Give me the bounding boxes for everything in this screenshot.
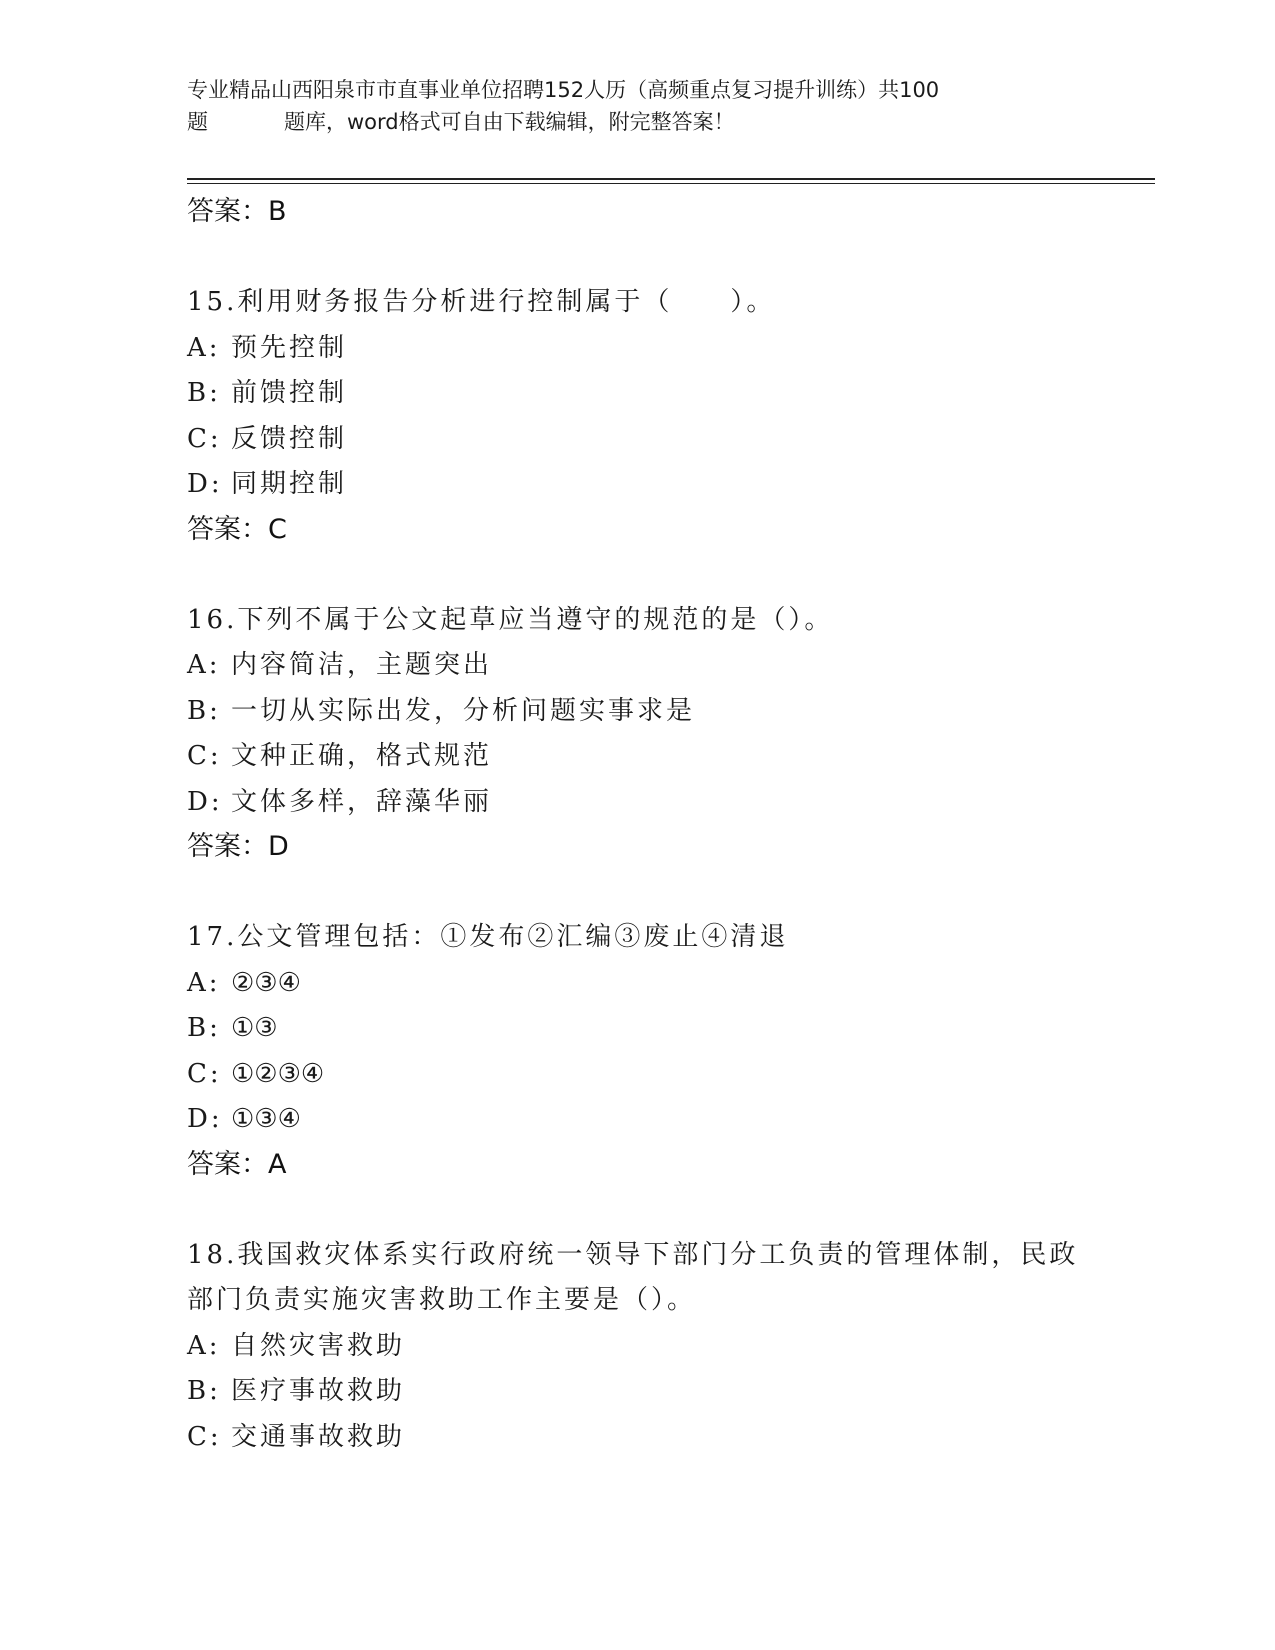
option-b (187, 1369, 1147, 1415)
option-text: 文种正确，格式规范 (231, 741, 493, 771)
option-label: C: (187, 423, 222, 454)
header-line-1: 专业精品山西阳泉市市直事业单位招聘152人历（高频重点复习提升训练）共100 (187, 78, 940, 102)
header-divider-thin (187, 183, 1155, 184)
answer-value: B (268, 196, 287, 227)
question-text: 15.利用财务报告分析进行控制属于（ ）。 (187, 287, 776, 317)
option-c (187, 734, 1147, 780)
answer-line (187, 190, 1147, 234)
answer-line (187, 508, 1147, 552)
option-text: 一切从实际出发，分析问题实事求是 (231, 695, 696, 726)
answer-label: 答案： (187, 831, 268, 862)
option-b (187, 1006, 1147, 1052)
option-label: D: (187, 786, 223, 817)
option-label: A: (187, 650, 221, 680)
option-d (187, 1097, 1147, 1143)
option-d (187, 780, 1147, 826)
header-divider-thick (187, 178, 1155, 180)
header-line-2-b: 题库，word格式可自由下载编辑，附完整答案！ (284, 110, 735, 134)
option-a (187, 643, 1147, 689)
option-label: A: (187, 332, 221, 363)
question-text-line-1: 18.我国救灾体系实行政府统一领导下部门分工负责的管理体制，民政 (187, 1239, 1079, 1270)
page-header (187, 74, 1107, 138)
option-label: B: (187, 1013, 221, 1043)
answer-label: 答案： (187, 513, 268, 545)
question-15 (187, 280, 1147, 552)
question-18 (187, 1233, 1147, 1461)
option-text: ①③④ (231, 1104, 301, 1134)
header-line-2-a: 题 (187, 110, 208, 134)
question-text-line-2: 部门负责实施灾害救助工作主要是（）。 (187, 1285, 697, 1315)
question-text: 17.公文管理包括：①发布②汇编③废止④清退 (187, 922, 789, 952)
option-text: ①②③④ (231, 1058, 325, 1089)
option-c (187, 1052, 1147, 1098)
option-a (187, 326, 1147, 372)
answer-line (187, 1143, 1147, 1187)
option-text: 文体多样，辞藻华丽 (231, 786, 493, 817)
option-text: 前馈控制 (231, 378, 348, 408)
option-label: C: (187, 1421, 222, 1452)
option-label: D: (187, 469, 223, 499)
answer-value: A (268, 1148, 287, 1180)
option-a (187, 1324, 1147, 1370)
header-line-2 (187, 106, 1107, 138)
option-b (187, 371, 1147, 417)
option-label: C: (187, 741, 222, 771)
answer-label: 答案： (187, 1148, 268, 1180)
option-c (187, 1415, 1147, 1461)
question-list (187, 190, 1147, 1460)
answer-value: D (268, 831, 289, 862)
answer-value: C (268, 513, 287, 545)
option-label: C: (187, 1058, 222, 1089)
answer-line (187, 825, 1147, 869)
option-d (187, 462, 1147, 508)
option-text: 内容简洁，主题突出 (231, 650, 493, 680)
question-text: 16.下列不属于公文起草应当遵守的规范的是（）。 (187, 604, 834, 635)
option-b (187, 689, 1147, 735)
option-label: A: (187, 967, 221, 998)
option-label: B: (187, 695, 221, 726)
option-label: B: (187, 378, 221, 408)
option-label: B: (187, 1376, 221, 1406)
question-17 (187, 915, 1147, 1187)
option-text: ①③ (231, 1013, 278, 1043)
option-text: ②③④ (231, 967, 301, 998)
question-16 (187, 598, 1147, 870)
answer-label: 答案： (187, 196, 268, 227)
option-text: 反馈控制 (231, 423, 348, 454)
option-label: D: (187, 1104, 223, 1134)
option-text: 自然灾害救助 (231, 1330, 406, 1361)
option-text: 预先控制 (231, 332, 348, 363)
option-c (187, 417, 1147, 463)
option-text: 同期控制 (231, 469, 348, 499)
option-a (187, 961, 1147, 1007)
option-label: A: (187, 1330, 221, 1361)
option-text: 交通事故救助 (231, 1421, 406, 1452)
option-text: 医疗事故救助 (231, 1376, 406, 1406)
